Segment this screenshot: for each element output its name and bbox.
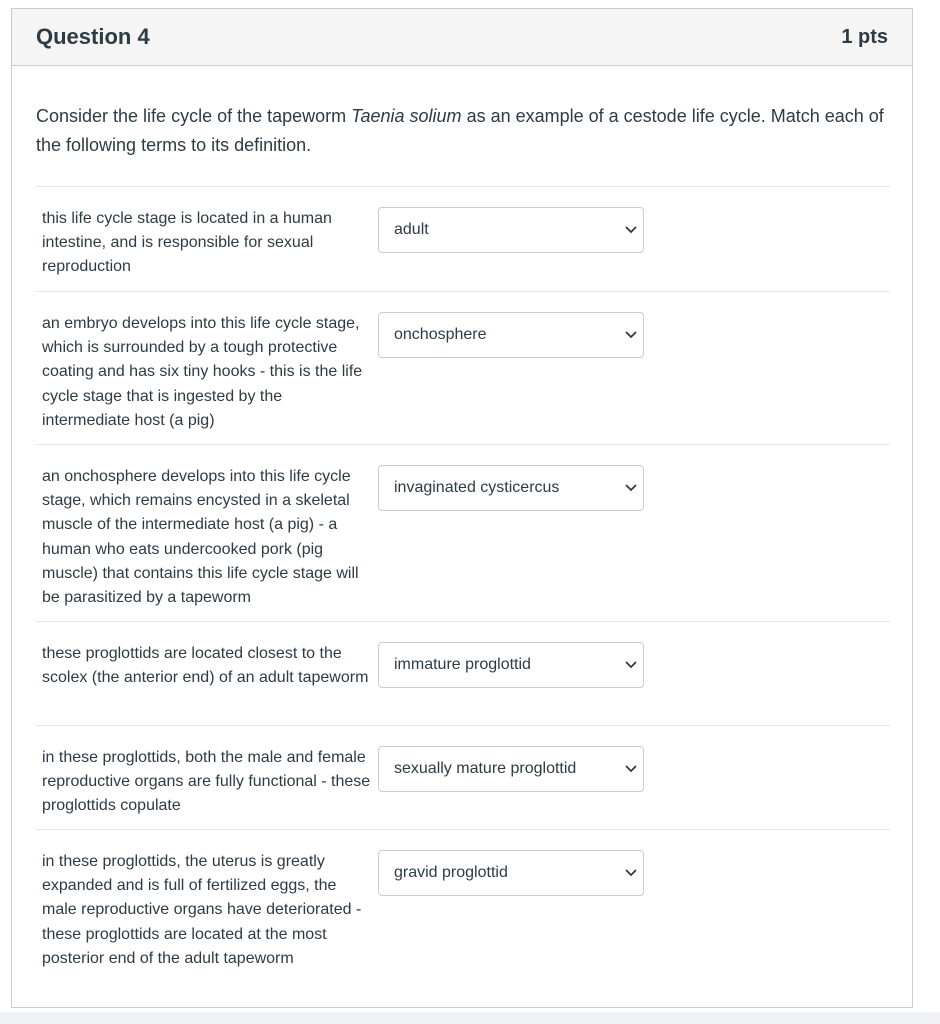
answer-select[interactable] — [378, 850, 644, 896]
answer-term: an onchosphere develops into this life cycle stage, which remains encysted in a skeletal muscle of the intermediate host (a pig) - a human who eats undercooked pork (pig muscle) that contains this life cycle stage will be parasitized by a tapeworm — [42, 468, 359, 607]
answer-row — [36, 622, 890, 726]
question-text — [36, 102, 886, 160]
answer-term: in these proglottids, both the male and female reproductive organs are fully functional - these proglottids copulate — [42, 749, 371, 815]
question-text-after: as an example of a cestode life cycle. Match each of the following terms to its definition. — [36, 106, 884, 155]
question-card — [11, 8, 913, 1008]
question-points: 1 pts — [841, 25, 888, 48]
answer-term: an embryo develops into this life cycle stage, which is surrounded by a tough protective coating and has six tiny hooks - this is the life cycle stage that is ingested by the intermediate host (a pig) — [42, 315, 363, 429]
answer-select[interactable] — [378, 746, 644, 792]
chevron-down-icon — [625, 659, 637, 671]
answer-term: in these proglottids, the uterus is greatly expanded and is full of fertilized eggs, the male reproductive organs have deteriorated - these proglottids are located at the most posterior end of the adult tapeworm — [42, 853, 362, 967]
answer-term: these proglottids are located closest to the scolex (the anterior end) of an adult tapeworm — [42, 645, 369, 687]
answer-select[interactable] — [378, 642, 644, 688]
answer-row — [36, 187, 890, 292]
answer-select-value: sexually mature proglottid — [394, 760, 577, 777]
answer-row — [36, 830, 890, 980]
answer-row — [36, 726, 890, 830]
question-text-italic: Taenia solium — [351, 106, 462, 126]
page-footer-strip — [0, 1012, 940, 1024]
answer-select-value: onchosphere — [394, 326, 487, 343]
question-body — [12, 102, 912, 980]
answer-select-value: immature proglottid — [394, 656, 531, 673]
answer-select[interactable] — [378, 207, 644, 253]
chevron-down-icon — [625, 763, 637, 775]
answer-row — [36, 445, 890, 622]
question-title: Question 4 — [36, 24, 150, 49]
chevron-down-icon — [625, 482, 637, 494]
chevron-down-icon — [625, 224, 637, 236]
answer-select[interactable] — [378, 465, 644, 511]
answer-list — [36, 186, 890, 980]
answer-select-value: gravid proglottid — [394, 864, 508, 881]
answer-row — [36, 292, 890, 445]
answer-select-value: invaginated cysticercus — [394, 479, 560, 496]
answer-select[interactable] — [378, 312, 644, 358]
chevron-down-icon — [625, 329, 637, 341]
question-text-before: Consider the life cycle of the tapeworm — [36, 106, 352, 126]
answer-term: this life cycle stage is located in a human intestine, and is responsible for sexual reproduction — [42, 210, 332, 276]
answer-select-value: adult — [394, 221, 429, 238]
chevron-down-icon — [625, 867, 637, 879]
question-header — [12, 9, 912, 66]
